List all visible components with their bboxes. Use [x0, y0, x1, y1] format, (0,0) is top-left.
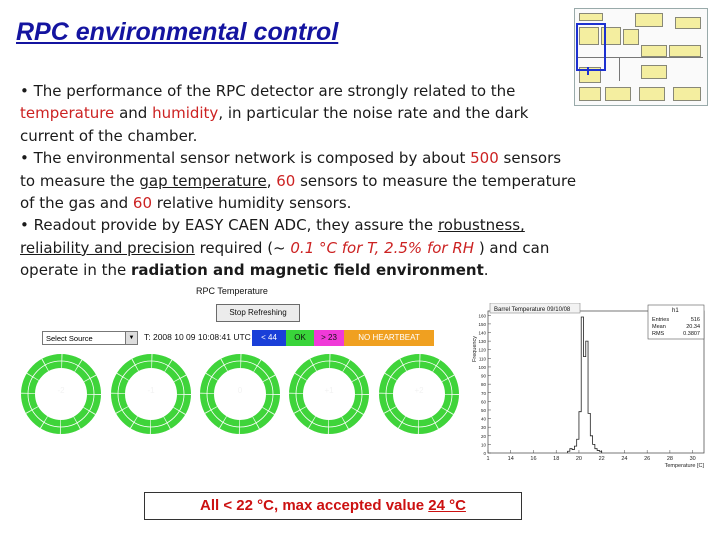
y-axis-label: Frequency: [472, 336, 478, 362]
histogram-bin: [597, 450, 599, 453]
histogram-plot: [468, 303, 710, 469]
legend-high: > 23: [314, 330, 344, 346]
x-tick-label: 16: [530, 456, 537, 462]
keyword-temperature: temperature: [20, 104, 115, 123]
temperature-histogram: [468, 303, 710, 469]
wheel-label: +1: [324, 386, 334, 395]
histogram-bin: [577, 439, 579, 453]
y-tick-label: 140: [478, 330, 486, 336]
rpc-temperature-panel: [18, 280, 465, 442]
x-tick-label: 22: [598, 456, 605, 462]
diagram-box: [675, 17, 701, 29]
histogram-bin: [599, 451, 601, 453]
x-axis-label: Temperature [C]: [664, 463, 704, 469]
stop-refreshing-button[interactable]: Stop Refreshing: [216, 304, 300, 322]
y-tick-label: 20: [480, 433, 486, 439]
histogram-bin: [595, 449, 597, 453]
system-block-diagram: [574, 8, 708, 106]
y-tick-label: 30: [480, 425, 486, 431]
diagram-highlight-arrow: [587, 67, 589, 75]
histogram-bin: [568, 451, 570, 453]
summary-caption: [144, 492, 522, 520]
histogram-bin: [588, 413, 590, 453]
diagram-box: [623, 29, 639, 45]
x-tick-label: 1: [486, 456, 490, 462]
histogram-bin: [572, 450, 574, 453]
count-gas-sensors: 60: [276, 171, 296, 190]
keyword-robustness: robustness, reliability and precision: [20, 216, 525, 257]
precision-value: 0.1 °C for T, 2.5% for RH: [290, 238, 475, 257]
wheel-plus-2: [378, 353, 460, 435]
bullet-2-mid2: sensors to measure the temperature of the gas and: [20, 171, 577, 213]
keyword-gap-temperature: gap temperature: [139, 171, 267, 190]
y-tick-label: 60: [480, 399, 486, 405]
stats-label: Entries: [652, 317, 670, 323]
x-tick-label: 30: [689, 456, 696, 462]
bullet-3-mid: required (~: [194, 238, 291, 257]
diagram-box: [673, 87, 701, 101]
wheel-0: [199, 353, 281, 435]
wheel-label: -1: [147, 386, 155, 395]
source-select[interactable]: [42, 331, 138, 345]
diagram-box: [641, 65, 667, 79]
diagram-box: [635, 13, 663, 27]
histogram-bin: [583, 357, 585, 453]
bullet-2-comma: ,: [266, 171, 277, 190]
histogram-bin: [590, 436, 592, 453]
source-select-value: Select Source: [46, 334, 93, 343]
y-tick-label: 100: [478, 364, 486, 370]
x-tick-label: 20: [575, 456, 583, 462]
y-tick-label: 40: [480, 416, 486, 422]
wheel-label: +2: [414, 386, 424, 395]
diagram-box: [605, 87, 631, 101]
bullet-2-suffix: relative humidity sensors.: [152, 194, 352, 213]
x-tick-label: 24: [621, 456, 628, 462]
histogram-bin: [570, 449, 572, 453]
diagram-highlight-box: [576, 23, 606, 71]
diagram-box: [579, 87, 601, 101]
bullet-2-mid1: sensors to measure the: [20, 149, 562, 190]
slide-body: [20, 80, 580, 282]
y-tick-label: 110: [478, 356, 486, 362]
caption-text: All < 22 °C, max accepted value: [200, 497, 429, 514]
panel-title: RPC Temperature: [196, 286, 268, 296]
wheel-minus-1: [110, 353, 192, 435]
y-tick-label: 70: [480, 390, 486, 396]
timestamp: T: 2008 10 09 10:08:41 UTC: [144, 332, 251, 342]
bullet-3-mid2: ) and can operate in the: [20, 238, 550, 280]
y-tick-label: 10: [480, 442, 486, 448]
bullet-3-end: .: [483, 261, 489, 280]
y-tick-label: 120: [478, 347, 486, 353]
caption-max-value: 24 °C: [428, 497, 466, 514]
x-tick-label: 28: [666, 456, 673, 462]
diagram-box: [579, 13, 603, 21]
histogram-bin: [574, 446, 576, 453]
keyword-humidity: humidity: [152, 104, 219, 123]
stats-name: h1: [672, 308, 679, 314]
stats-value: 516: [690, 317, 700, 323]
wheel-plus-1: [288, 353, 370, 435]
y-tick-label: 80: [480, 382, 486, 388]
keyword-environment: radiation and magnetic field environment: [131, 261, 484, 280]
slide-title: RPC environmental control: [16, 18, 339, 46]
histogram-bin: [586, 341, 588, 453]
histogram-bin: [579, 412, 581, 453]
diagram-connector: [619, 57, 620, 81]
stats-value: 20.34: [686, 324, 700, 330]
stats-value: 0.3807: [683, 331, 700, 337]
histogram-title: Barrel Temperature 09/10/08: [494, 307, 571, 313]
diagram-box: [639, 87, 665, 101]
y-tick-label: 50: [480, 407, 486, 413]
x-tick-label: 26: [644, 456, 651, 462]
y-tick-label: 160: [478, 313, 486, 319]
x-tick-label: 14: [507, 456, 514, 462]
wheel-label: 0: [237, 386, 243, 395]
count-gap-sensors: 500: [470, 149, 499, 168]
bullet-1-text: • The performance of the RPC detector are strongly related to the: [20, 82, 516, 100]
y-tick-label: 130: [478, 339, 486, 345]
legend-no-heartbeat: NO HEARTBEAT: [344, 330, 434, 346]
legend-ok: OK: [286, 330, 314, 346]
chevron-down-icon[interactable]: ▼: [125, 332, 137, 344]
bullet-1-and: and: [114, 104, 153, 123]
wheel-minus-2: [20, 353, 102, 435]
histogram-bin: [581, 317, 583, 453]
y-tick-label: 150: [478, 321, 486, 327]
histogram-bin: [593, 444, 595, 453]
stats-label: RMS: [652, 331, 665, 337]
stats-label: Mean: [652, 324, 666, 330]
count-humidity-sensors: 60: [132, 194, 152, 213]
wheel-label: -2: [57, 386, 65, 395]
y-tick-label: 0: [483, 451, 486, 456]
diagram-box: [669, 45, 701, 57]
bullet-2-text: • The environmental sensor network is composed by about: [20, 149, 471, 168]
bullet-1-suffix: , in particular the noise rate and the dark current of the chamber.: [20, 104, 529, 145]
diagram-box: [641, 45, 667, 57]
legend-low: < 44: [252, 330, 286, 346]
x-tick-label: 18: [553, 456, 560, 462]
bullet-3-text: • Readout provide by EASY CAEN ADC, they assure the: [20, 216, 438, 235]
y-tick-label: 90: [480, 373, 486, 379]
